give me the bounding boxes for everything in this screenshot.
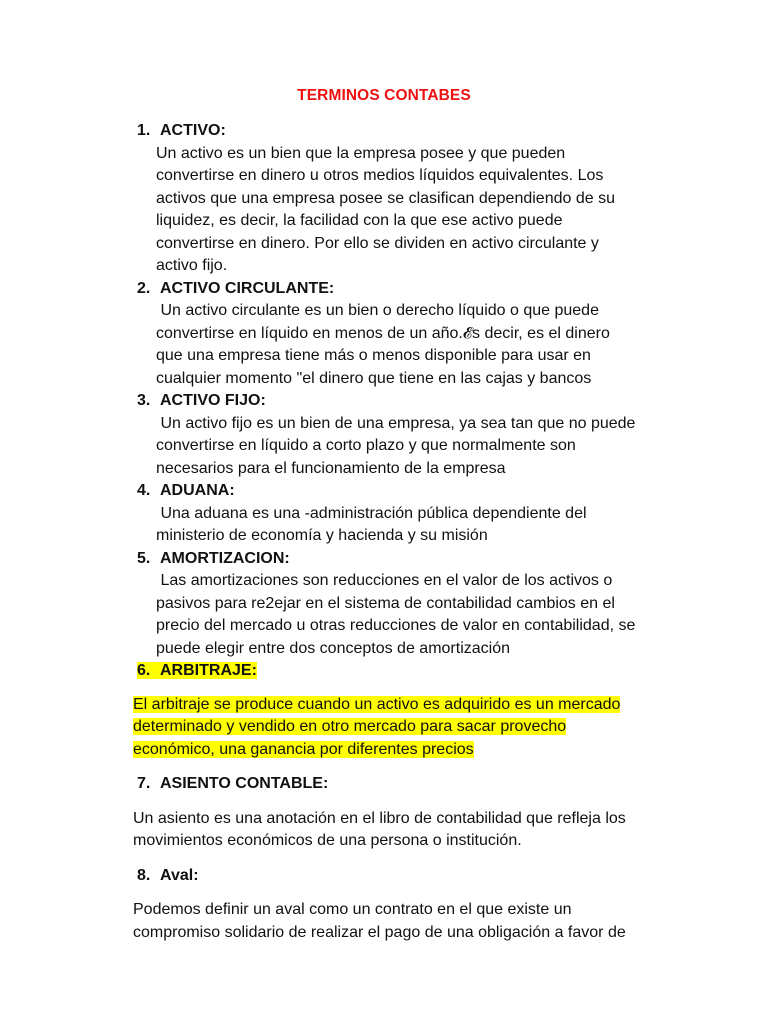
item-heading-activo: ACTIVO: [160, 122, 226, 139]
body-line: pasivos para re2ejar en el sistema de contabilidad cambios en el [156, 594, 615, 612]
item-number: 6. [137, 662, 151, 679]
list-item-heading [0, 660, 768, 683]
body-line: convertirse en líquido en menos de un año.𝓔s decir, es el dinero [156, 324, 610, 342]
list-item-heading [0, 390, 768, 413]
item-body-arbitraje [0, 694, 653, 762]
spacer [0, 887, 768, 899]
body-line: que una empresa tiene más o menos disponible para usar en [156, 347, 591, 364]
item-heading-activo-fijo: ACTIVO FIJO: [160, 392, 266, 409]
glossary-list [0, 120, 768, 944]
highlighted-text: económico, una ganancia por diferentes precios [133, 740, 474, 758]
item-heading-activo-circulante: ACTIVO CIRCULANTE: [160, 279, 335, 297]
item-body-activo [0, 143, 656, 278]
body-line: cualquier momento "el dinero que tiene en las cajas y bancos [156, 369, 592, 387]
highlighted-text: El arbitraje se produce cuando un activo es adquirido es un mercado [133, 695, 621, 713]
item-number: 5. [137, 549, 151, 567]
body-line: necesarios para el funcionamiento de la empresa [156, 459, 506, 477]
body-line: Una aduana es una -administración pública dependiente del [156, 504, 587, 522]
highlighted-heading [137, 662, 257, 679]
item-number: 8. [137, 866, 151, 884]
body-line: convertirse en dinero u otros medios líquidos equivalentes. Los [156, 167, 604, 184]
item-number: 4. [137, 482, 151, 499]
item-body-asiento-contable [0, 808, 653, 853]
item-body-activo-circulante [0, 300, 656, 390]
list-item-heading [0, 548, 768, 571]
body-line: liquidez, es decir, la facilidad con la que ese activo puede [156, 212, 563, 229]
body-line: compromiso solidario de realizar el pago de una obligación a favor de [133, 923, 626, 941]
body-line: activo fijo. [156, 257, 228, 274]
item-heading-asiento-contable: ASIENTO CONTABLE: [160, 775, 329, 792]
highlighted-text: determinado y vendido en otro mercado para sacar provecho [133, 718, 567, 735]
item-heading-arbitraje: ARBITRAJE: [160, 662, 257, 679]
body-line: puede elegir entre dos conceptos de amortización [156, 639, 510, 657]
item-number: 3. [137, 392, 151, 409]
body-line: Un activo es un bien que la empresa posee y que pueden [156, 144, 566, 162]
item-body-activo-fijo [0, 413, 656, 481]
body-line: ministerio de economía y hacienda y su misión [156, 527, 488, 544]
body-line [133, 739, 653, 762]
list-item-heading [0, 278, 768, 301]
list-item-heading [0, 773, 768, 796]
list-item-heading [0, 480, 768, 503]
item-heading-aval: Aval: [160, 866, 199, 884]
item-body-aduana [0, 503, 656, 548]
item-body-aval [0, 899, 653, 944]
list-item-heading [0, 120, 768, 143]
spacer [0, 853, 768, 865]
list-item-heading [0, 865, 768, 888]
body-line: convertirse en dinero. Por ello se dividen en activo circulante y [156, 234, 599, 252]
item-heading-amortizacion: AMORTIZACION: [160, 549, 290, 567]
spacer [0, 761, 768, 773]
body-line: Las amortizaciones son reducciones en el valor de los activos o [156, 572, 613, 589]
spacer [0, 683, 768, 694]
body-line: movimientos económicos de una persona o institución. [133, 832, 522, 849]
item-body-amortizacion [0, 570, 656, 660]
item-number: 1. [137, 122, 151, 139]
body-line: Un asiento es una anotación en el libro de contabilidad que refleja los [133, 809, 626, 827]
body-line: activos que una empresa posee se clasifican dependiendo de su [156, 189, 615, 207]
body-line [133, 716, 653, 739]
body-line: Un activo fijo es un bien de una empresa, ya sea tan que no puede [156, 414, 636, 432]
item-number: 7. [137, 775, 151, 792]
item-number: 2. [137, 279, 151, 297]
document-title: TERMINOS CONTABES [297, 87, 471, 104]
body-line: precio del mercado u otras reducciones de valor en contabilidad, se [156, 617, 636, 634]
body-line: Podemos definir un aval como un contrato en el que existe un [133, 901, 572, 918]
body-line: Un activo circulante es un bien o derecho líquido o que puede [156, 302, 599, 319]
spacer [0, 796, 768, 808]
body-line: convertirse en líquido a corto plazo y que normalmente son [156, 437, 576, 454]
body-line [133, 694, 653, 717]
item-heading-aduana: ADUANA: [160, 482, 235, 499]
